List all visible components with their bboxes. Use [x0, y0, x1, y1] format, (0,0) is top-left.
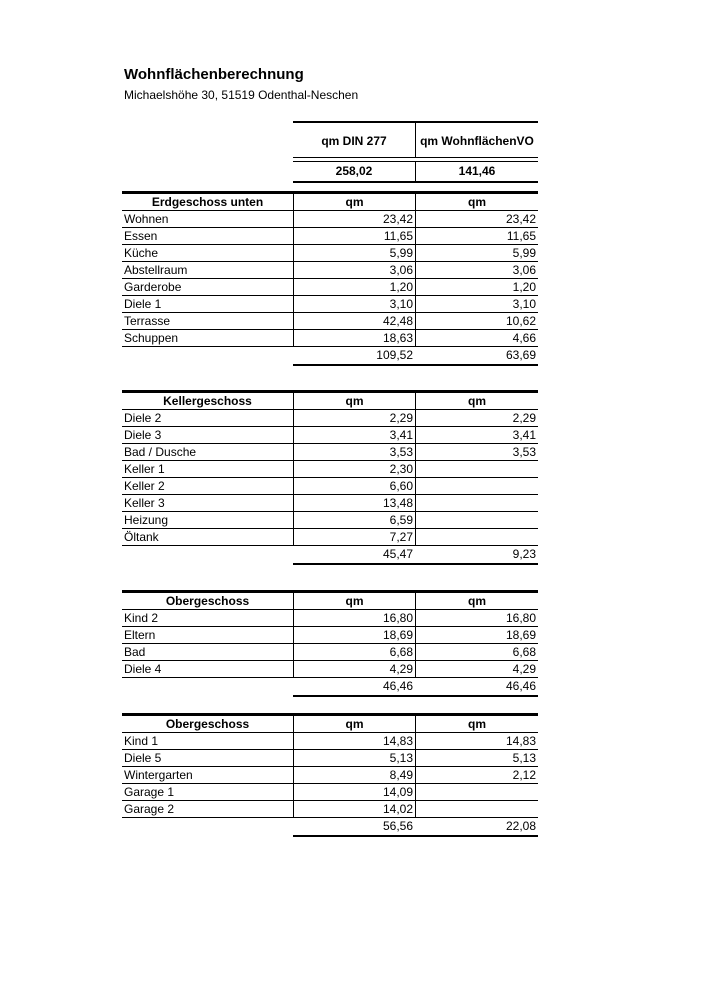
room-name: Öltank — [124, 530, 159, 544]
col1-header: qm — [293, 716, 415, 732]
col1-header: qm — [293, 393, 415, 409]
qm-wofl-value: 4,66 — [415, 330, 538, 346]
qm-wofl-value: 2,12 — [415, 767, 538, 783]
section-heading: Erdgeschoss unten — [151, 195, 264, 209]
total-wofl: 22,08 — [505, 819, 536, 833]
table-row — [122, 661, 538, 678]
room-name: Diele 3 — [124, 428, 162, 442]
qm-din-value: 14,02 — [293, 801, 415, 817]
qm-wofl-value — [415, 801, 538, 817]
room-name: Kind 2 — [124, 611, 159, 625]
qm-wofl-value: 10,62 — [415, 313, 538, 329]
section-header-row — [122, 191, 538, 211]
table-row — [122, 461, 538, 478]
room-name: Eltern — [124, 628, 156, 642]
section-header-row — [122, 713, 538, 733]
col2-header: qm — [415, 716, 538, 732]
table-row — [122, 211, 538, 228]
section-heading: Obergeschoss — [165, 717, 250, 731]
summary-col2-label: qm WohnflächenVO — [415, 123, 538, 157]
qm-wofl-value: 3,53 — [415, 444, 538, 460]
qm-wofl-value: 18,69 — [415, 627, 538, 643]
col2-header: qm — [415, 393, 538, 409]
table-row — [122, 801, 538, 818]
table-row — [122, 644, 538, 661]
qm-din-value: 14,09 — [293, 784, 415, 800]
table-row — [122, 784, 538, 801]
col2-header: qm — [415, 194, 538, 210]
room-name: Diele 2 — [124, 411, 162, 425]
qm-din-value: 2,30 — [293, 461, 415, 477]
qm-din-value: 23,42 — [293, 211, 415, 227]
room-name: Bad — [124, 645, 146, 659]
room-name: Diele 4 — [124, 662, 162, 676]
room-name: Keller 2 — [124, 479, 165, 493]
room-name: Kind 1 — [124, 734, 159, 748]
section-header-row — [122, 590, 538, 610]
col1-header: qm — [293, 593, 415, 609]
table-row — [122, 627, 538, 644]
qm-din-value: 13,48 — [293, 495, 415, 511]
table-row — [122, 444, 538, 461]
qm-din-value: 1,20 — [293, 279, 415, 295]
total-wofl: 46,46 — [505, 679, 536, 693]
col2-header: qm — [415, 593, 538, 609]
room-name: Heizung — [124, 513, 169, 527]
qm-din-value: 14,83 — [293, 733, 415, 749]
summary-header-row — [293, 121, 538, 158]
total-wofl: 9,23 — [512, 547, 536, 561]
total-din: 45,47 — [382, 547, 413, 561]
summary-table — [293, 121, 538, 183]
qm-wofl-value: 3,41 — [415, 427, 538, 443]
qm-din-value: 18,69 — [293, 627, 415, 643]
qm-wofl-value — [415, 512, 538, 528]
room-name: Wohnen — [124, 212, 169, 226]
total-wofl: 63,69 — [505, 348, 536, 362]
qm-wofl-value — [415, 495, 538, 511]
page-title: Wohnflächenberechnung — [124, 66, 304, 83]
qm-wofl-value: 4,29 — [415, 661, 538, 677]
room-name: Garage 1 — [124, 785, 175, 799]
qm-din-value: 3,41 — [293, 427, 415, 443]
qm-wofl-value: 23,42 — [415, 211, 538, 227]
qm-din-value: 6,68 — [293, 644, 415, 660]
total-din: 46,46 — [382, 679, 413, 693]
qm-din-value: 3,53 — [293, 444, 415, 460]
table-row — [122, 262, 538, 279]
section-erdgeschoss-unten — [122, 191, 538, 366]
section-obergeschoss-2 — [122, 713, 538, 837]
table-row — [122, 427, 538, 444]
room-name: Essen — [124, 229, 158, 243]
room-name: Terrasse — [124, 314, 171, 328]
qm-din-value: 6,60 — [293, 478, 415, 494]
qm-wofl-value: 14,83 — [415, 733, 538, 749]
summary-col2-value: 141,46 — [415, 162, 538, 181]
table-row — [122, 228, 538, 245]
qm-wofl-value: 16,80 — [415, 610, 538, 626]
total-row — [293, 818, 538, 837]
room-name: Garage 2 — [124, 802, 175, 816]
table-row — [122, 610, 538, 627]
qm-wofl-value: 1,20 — [415, 279, 538, 295]
qm-din-value: 18,63 — [293, 330, 415, 346]
table-row — [122, 495, 538, 512]
qm-wofl-value: 2,29 — [415, 410, 538, 426]
qm-din-value: 2,29 — [293, 410, 415, 426]
table-row — [122, 750, 538, 767]
room-name: Garderobe — [124, 280, 182, 294]
room-name: Bad / Dusche — [124, 445, 197, 459]
table-row — [122, 410, 538, 427]
room-name: Schuppen — [124, 331, 179, 345]
qm-wofl-value — [415, 784, 538, 800]
section-heading: Obergeschoss — [165, 594, 250, 608]
qm-din-value: 11,65 — [293, 228, 415, 244]
qm-wofl-value: 6,68 — [415, 644, 538, 660]
qm-wofl-value: 3,06 — [415, 262, 538, 278]
col1-header: qm — [293, 194, 415, 210]
table-row — [122, 529, 538, 546]
qm-din-value: 16,80 — [293, 610, 415, 626]
total-din: 56,56 — [382, 819, 413, 833]
section-heading: Kellergeschoss — [163, 394, 252, 408]
address-line: Michaelshöhe 30, 51519 Odenthal-Neschen — [124, 88, 359, 102]
room-name: Keller 3 — [124, 496, 165, 510]
qm-din-value: 7,27 — [293, 529, 415, 545]
section-obergeschoss-1 — [122, 590, 538, 697]
room-name: Keller 1 — [124, 462, 165, 476]
summary-col1-value: 258,02 — [335, 164, 373, 178]
qm-din-value: 6,59 — [293, 512, 415, 528]
total-din: 109,52 — [376, 348, 413, 362]
qm-wofl-value: 5,13 — [415, 750, 538, 766]
qm-din-value: 42,48 — [293, 313, 415, 329]
qm-din-value: 4,29 — [293, 661, 415, 677]
table-row — [122, 733, 538, 750]
room-name: Diele 1 — [124, 297, 162, 311]
qm-din-value: 8,49 — [293, 767, 415, 783]
summary-values-row — [293, 161, 538, 183]
qm-din-value: 3,06 — [293, 262, 415, 278]
table-row — [122, 296, 538, 313]
table-row — [122, 478, 538, 495]
room-name: Diele 5 — [124, 751, 162, 765]
room-name: Küche — [124, 246, 159, 260]
table-row — [122, 767, 538, 784]
total-row — [293, 347, 538, 366]
qm-wofl-value: 3,10 — [415, 296, 538, 312]
total-row — [293, 546, 538, 565]
table-row — [122, 313, 538, 330]
qm-wofl-value — [415, 478, 538, 494]
table-row — [122, 330, 538, 347]
qm-din-value: 5,13 — [293, 750, 415, 766]
section-kellergeschoss — [122, 390, 538, 565]
table-row — [122, 512, 538, 529]
qm-wofl-value — [415, 461, 538, 477]
qm-din-value: 5,99 — [293, 245, 415, 261]
total-row — [293, 678, 538, 697]
qm-wofl-value: 5,99 — [415, 245, 538, 261]
qm-din-value: 3,10 — [293, 296, 415, 312]
summary-col1-label: qm DIN 277 — [321, 134, 387, 148]
table-row — [122, 279, 538, 296]
room-name: Abstellraum — [124, 263, 188, 277]
room-name: Wintergarten — [124, 768, 193, 782]
qm-wofl-value — [415, 529, 538, 545]
table-row — [122, 245, 538, 262]
qm-wofl-value: 11,65 — [415, 228, 538, 244]
section-header-row — [122, 390, 538, 410]
